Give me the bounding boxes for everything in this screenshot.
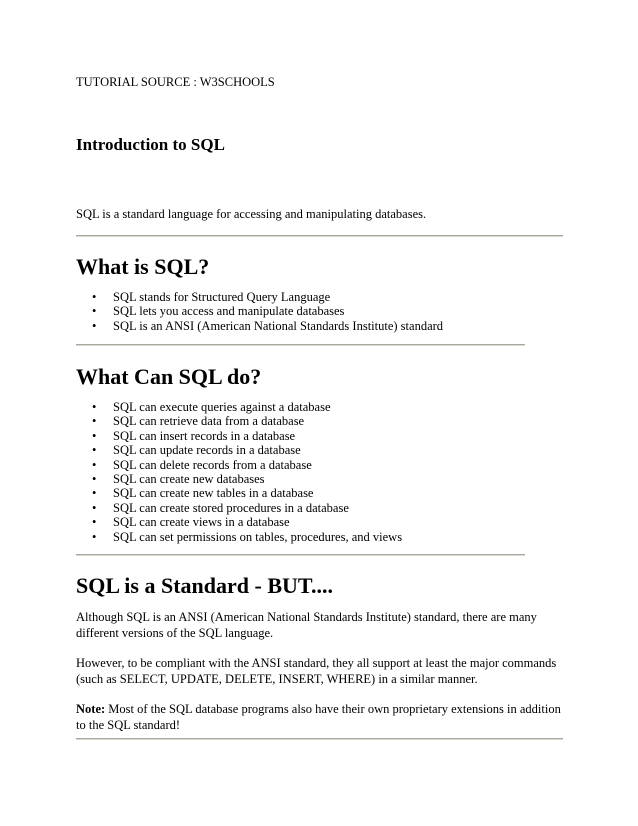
bullet-icon: • [92, 486, 97, 501]
intro-text: SQL is a standard language for accessing and manipulating databases. [76, 207, 427, 221]
bullet-icon: • [92, 515, 97, 530]
bullet-icon: • [92, 318, 97, 333]
bullet-icon: • [92, 443, 97, 458]
list-item: • SQL can retrieve data from a database [92, 414, 305, 429]
horizontal-rule [76, 554, 525, 556]
list-item: • SQL can update records in a database [92, 443, 301, 458]
list-item: • SQL can execute queries against a database [92, 400, 331, 414]
standard-paragraph-2: However, to be compliant with the ANSI standard, they all support at least the major commands (such as SELECT, UPDATE, DELETE, INSERT, WHERE) in a similar manner. [76, 656, 557, 686]
what-can-sql-do-list [76, 400, 402, 544]
bullet-icon: • [92, 472, 97, 487]
list-item: • SQL can set permissions on tables, procedures, and views [92, 529, 403, 544]
list-item: • SQL can insert records in a database [92, 428, 296, 443]
sql-standard-heading: SQL is a Standard - BUT.... [76, 573, 333, 598]
list-item: • SQL can create new databases [92, 472, 265, 487]
list-item: • SQL is an ANSI (American National Standards Institute) standard [92, 318, 444, 333]
tutorial-source-line: TUTORIAL SOURCE : W3SCHOOLS [76, 75, 275, 89]
list-item: • SQL stands for Structured Query Language [92, 290, 331, 304]
bullet-icon: • [92, 428, 97, 443]
note-paragraph [76, 701, 566, 733]
note-label: Note: [76, 702, 106, 716]
bullet-icon: • [92, 304, 97, 319]
bullet-icon: • [92, 500, 97, 515]
list-item: • SQL lets you access and manipulate databases [92, 304, 345, 319]
horizontal-rule [76, 738, 563, 740]
what-can-sql-do-heading: What Can SQL do? [76, 364, 262, 389]
list-item: • SQL can create views in a database [92, 515, 290, 530]
list-item: • SQL can delete records from a database [92, 457, 312, 472]
bullet-icon: • [92, 529, 97, 544]
horizontal-rule [76, 235, 563, 237]
list-item: • SQL can create stored procedures in a database [92, 500, 349, 515]
bullet-icon: • [92, 457, 97, 472]
bullet-icon: • [92, 290, 97, 304]
what-is-sql-heading: What is SQL? [76, 254, 210, 279]
bullet-icon: • [92, 414, 97, 429]
standard-paragraph-1: Although SQL is an ANSI (American National Standards Institute) standard, there are many different versions of the SQL language. [76, 610, 537, 640]
list-item: • SQL can create new tables in a database [92, 486, 314, 501]
bullet-icon: • [92, 400, 97, 414]
note-text: Most of the SQL database programs also have their own proprietary extensions in addition to the SQL standard! [76, 702, 561, 732]
what-is-sql-list [76, 290, 443, 333]
horizontal-rule [76, 344, 525, 346]
intro-title: Introduction to SQL [76, 135, 225, 154]
